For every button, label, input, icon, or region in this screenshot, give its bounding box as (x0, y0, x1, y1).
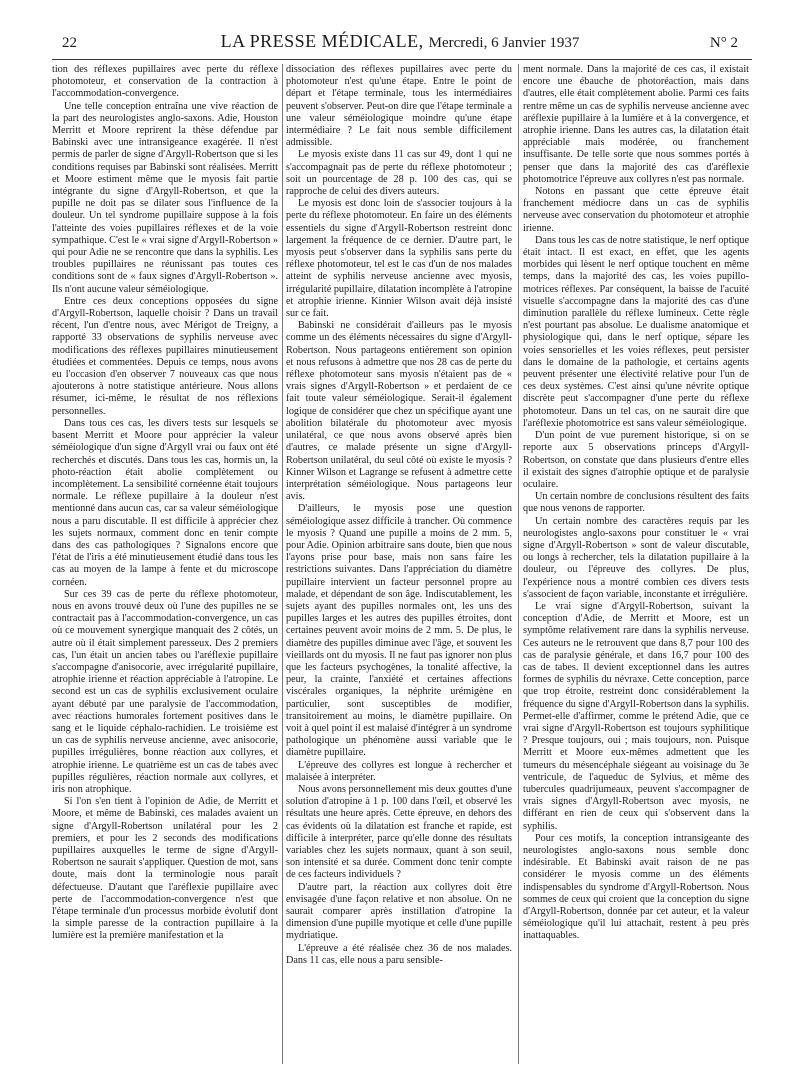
paragraph: D'un point de vue purement historique, si on se reporte aux 5 observations princeps d'Argyll-Robertson, on constate que dans plusieurs d'entre elles il existait des signes d'atrophie optique et de paralysie oculaire. (523, 430, 749, 490)
paragraph: D'autre part, la réaction aux collyres doit être envisagée d'une façon relative et non absolue. On ne saurait comparer après instillation d'atropine la dimension d'une pupille myotique et celle d'une pupille mydriatique. (286, 881, 512, 942)
paragraph: Babinski ne considérait d'ailleurs pas le myosis comme un des éléments nécessaires du signe d'Argyll-Robertson. Nous partageons entièrement son opinion et nous refusons à admettre que nos 28 cas de perte du réflexe photomoteur sans myosis n'étaient pas de « vrais signes d'Argyll-Robertson » et perdaient de ce fait toute valeur séméiologique. Serait-il également logique de considérer que chez un spécifique ayant une abolition bilatérale du photomoteur avec myosis unilatéral, ce que nous avons observé après bien d'autres, ce malade présente un signe d'Argyll-Robertson unilatéral, du seul côté où existe le myosis ? Kinner Wilson et Lagrange se refusent à admettre cette interprétation séméiologique. Nous partageons leur avis. (286, 320, 512, 503)
paragraph: Une telle conception entraîna une vive réaction de la part des neurologistes anglo-saxons. Adie, Houston Merritt et Moore reprirent la thèse défendue par Babinski avec une intransigeance exagérée. Il n'est permis de parler de signe d'Argyll-Robertson que si les conditions requises par Babinski sont réalisées. Merritt et Moore estiment même que le myosis fait partie intégrante du signe d'Argyll-Robertson, et que la pupille ne doit pas se dilater sous l'influence de la douleur. Un tel syndrome pupillaire suppose à la fois l'atteinte des voies pupillaires réflexes et de la voie sympathique. C'est le « vrai signe d'Argyll-Robertson » qui pour Adie ne se rencontre que dans la syphilis. Les troubles pupillaires ne réunissant pas toutes ces conditions sont de « faux signes d'Argyll-Robertson ». Ils n'ont aucune valeur séméiologique. (52, 100, 278, 295)
paragraph: dissociation des réflexes pupillaires avec perte du photomoteur n'est qu'une étape. Entre le point de départ et l'étape terminale, tous les intermédiaires peuvent s'observer. Peut-on dire que l'étape terminale a une valeur séméiologique moindre qu'une étape intermédiaire ? Le fait nous semble difficilement admissible. (286, 64, 512, 149)
column-divider (282, 64, 283, 1064)
page-number: 22 (62, 35, 77, 51)
paragraph: L'épreuve des collyres est longue à rechercher et malaisée à interpréter. (286, 759, 512, 783)
column-2 (286, 64, 512, 1074)
paragraph: L'épreuve a été réalisée chez 36 de nos malades. Dans 11 cas, elle nous a paru sensible- (286, 942, 512, 966)
paragraph: Nous avons personnellement mis deux gouttes d'une solution d'atropine à 1 p. 100 dans l'œil, et observé les résultats une heure après. Cette épreuve, en dehors des cas évidents où la dilatation est franche et rapide, est difficile à interpréter, parce qu'elle donne des résultats variables chez les sujets normaux, quant à son seuil, son intensité et sa durée. Comment donc tenir compte de ces facteurs individuels ? (286, 783, 512, 881)
issue-number: N° 2 (709, 35, 738, 51)
paragraph: Dans tous les cas de notre statistique, le nerf optique était intact. Il est exact, en effet, que les agents morbides qui lèsent le nerf optique touchent en même temps, dans la majorité des cas, les voies pupillo-motrices réflexes. Par conséquent, la baisse de l'acuité visuelle s'accompagne dans la majorité des cas d'une diminution parallèle du réflexe lumineux. Cette règle n'est pourtant pas absolue. Le dualisme anatomique et physiologique qui, dans le nerf optique, sépare les voies sensorielles et les voies réflexes, peut persister dans le domaine de la pathologie, et certains agents peuvent présenter une électivité relative pour l'un de ces deux systèmes. C'est ainsi qu'une névrite optique discrète peut s'accompagner d'une perte du réflexe photomoteur. Dans un tel cas, on ne saurait dire que l'aréflexie photomotrice est sans valeur séméiologique. (523, 234, 749, 429)
paragraph: Entre ces deux conceptions opposées du signe d'Argyll-Robertson, laquelle choisir ? Dans un travail récent, l'un d'entre nous, avec Mérigot de Treigny, a rapporté 33 observations de syphilis nerveuse avec modifications des réflexes pupillaires minutieusement étudiées et commentées. Depuis ce temps, nous avons eu l'occasion d'en observer 7 nouveaux cas que nous ajouterons à notre statistique antérieure. Nous allons résumer, ici-même, le résultat de nos réflexions personnelles. (52, 295, 278, 417)
issue-date: Mercredi, 6 Janvier 1937 (428, 35, 580, 51)
journal-title: LA PRESSE MÉDICALE, (220, 31, 424, 51)
paragraph: Le myosis est donc loin de s'associer toujours à la perte du réflexe photomoteur. En faire un des éléments essentiels du signe d'Argyll-Robertson restreint donc largement la fréquence de ce dernier. D'autre part, le myosis peut s'observer dans la syphilis sans perte du réflexe photomoteur, tel est le cas d'un de nos malades atteint de syphilis nerveuse ancienne avec myosis, irrégularité pupillaire, dilatation incomplète à l'atropine et atrophie irienne. Kinnier Wilson avait déjà insisté sur ce fait. (286, 198, 512, 320)
paragraph: Dans tous ces cas, les divers tests sur lesquels se basent Merritt et Moore pour apprécier la valeur séméiologique d'un signe d'Argyll vrai ou faux ont été recherchés et discutés. Dans tous les cas, hormis un, la photo-réaction était abolie complètement ou incomplètement. La sensibilité cornéenne était toujours normale. Le réflexe pupillaire à la douleur n'est mentionné dans aucun cas, car sa valeur séméiologique nous a paru discutable. Il est difficile à apprécier chez les sujets normaux, comment donc en tenir compte dans des cas pathologiques ? Signalons encore que l'état de l'iris a été minutieusement étudié dans tous les cas au moyen de la lampe à fente et du microscope cornéen. (52, 417, 278, 588)
paragraph: Le myosis existe dans 11 cas sur 49, dont 1 qui ne s'accompagnait pas de perte du réflexe photomoteur ; soit un pourcentage de 28 p. 100 des cas, qui se rapproche de celui des divers auteurs. (286, 149, 512, 198)
paragraph: Un certain nombre de conclusions résultent des faits que nous venons de rapporter. (523, 491, 749, 515)
page-header (62, 31, 738, 57)
paragraph: Sur ces 39 cas de perte du réflexe photomoteur, nous en avons trouvé deux où l'une des pupilles ne se contractait pas à l'accommodation-convergence, un cas où ce mouvement synergique manquait des 2 côtés, un autre où il était simplement paresseux. Des 2 premiers cas, l'un était un ancien tabes ou l'aréflexie pupillaire s'accompagne d'anisocorie, avec irrégularité pupillaire, atrophie irienne et réaction appréciable à l'atropine. Le second est un cas de syphilis exclusivement oculaire ayant débuté par une paralysie de l'accommodation, avec réactions humorales fortement positives dans le sang et le liquide céphalo-rachidien. Le troisième est un cas de syphilis nerveuse ancienne, avec anisocorie, pupilles irrégulières, bonne réaction aux collyres, et atrophie irienne. Le quatrième est un cas de tabes avec pupilles régulières, réaction normale aux collyres, et iris non atrophique. (52, 588, 278, 795)
paragraph: tion des réflexes pupillaires avec perte du réflexe photomoteur, et conservation de la contraction à l'accommodation-convergence. (52, 64, 278, 100)
header-rule (52, 59, 752, 60)
journal-title-line (62, 31, 738, 52)
paragraph: Le vrai signe d'Argyll-Robertson, suivant la conception d'Adie, de Merritt et Moore, est un symptôme relativement rare dans la syphilis nerveuse. Ces auteurs ne le retrouvent que dans 8,7 pour 100 des cas de paralysie générale, et dans 16,7 pour 100 des cas de tabes. Il devient exceptionnel dans les autres formes de syphilis du névraxe. Cette conception, parce que trop étroite, restreint donc considérablement la fréquence du signe d'Argyll-Robertson dans la syphilis. Permet-elle d'affirmer, comme le prétend Adie, que ce vrai signe d'Argyll-Robertson est toujours syphilitique ? Presque toujours, oui ; mais toujours, non. Puisque Merritt et Moore eux-mêmes admettent que les tumeurs du mésencéphale siégeant au voisinage du 3e ventricule, de l'aqueduc de Sylvius, et même des tubercules quadrijumeaux, peuvent s'accompagner de vrais signes d'Argyll-Robertson avec myosis, ne différant en rien de ceux qui s'observent dans la syphilis. (523, 600, 749, 832)
column-divider (518, 64, 519, 1064)
paragraph: ment normale. Dans la majorité de ces cas, il existait encore une ébauche de photoréaction, mais dans d'autres, elle était complètement abolie. Parmi ces faits rentre même un cas de syphilis nerveuse ancienne avec aréflexie pupillaire à la lumière et à la convergence, et atrophie irienne. Dans les autres cas, la dilatation était appréciable mais modérée, ou franchement insuffisante. De telle sorte que nous sommes portés à penser que dans la majorité des cas d'aréflexie photomotrice l'épreuve aux collyres n'est pas normale. (523, 64, 749, 185)
paragraph: Un certain nombre des caractères requis par les neurologistes anglo-saxons pour constituer le « vrai signe d'Argyll-Robertson » sont de valeur discutable, ou longs à rechercher, tels la dilatation pupillaire à la douleur, ou l'épreuve des collyres. De plus, l'expérience nous a montré combien ces divers tests s'associent de façon variable, inconstante et irrégulière. (523, 515, 749, 600)
paragraph: D'ailleurs, le myosis pose une question séméiologique assez difficile à trancher. Où commence le myosis ? Quand une pupille a moins de 2 mm. 5, pour Adie. Opinion arbitraire sans doute, bien que nous l'ayons prise pour base, mais non sans faire les restrictions suivantes. Dans l'appréciation du diamètre pupillaire intervient un facteur personnel propre au malade, et dépendant de son âge. Indiscutablement, les sujets ayant des pupilles normales ont, les uns des pupilles larges et les autres des pupilles étroites, dont certaines peuvent avoir moins de 2 mm. 5. De plus, le diamètre des pupilles diminue avec l'âge, et souvent les vieillards ont du myosis. Il ne faut pas ignorer non plus que les facteurs psychogènes, la tonalité affective, la peur, la crainte, l'anxiété et certaines affections viscérales organiques, la néphrite urémigène en particulier, sont susceptibles de modifier, transitoirement au moins, le diamètre pupillaire. On voit à quel point il est malaisé d'intégrer à un syndrome pathologique un phénomène aussi variable que le diamètre pupillaire. (286, 503, 512, 759)
paragraph: Si l'on s'en tient à l'opinion de Adie, de Merritt et Moore, et même de Babinski, ces malades avaient un signe d'Argyll-Robertson unilatéral pour les 2 premiers, et pour les 2 seconds des modifications pupillaires auxquelles le terme de signe d'Argyll-Robertson ne saurait s'appliquer. Question de mot, sans doute, mais dont la terminologie nous paraît défectueuse. D'autant que l'aréflexie pupillaire avec perte de l'accommodation-convergence n'est que l'étape terminale d'un processus morbide évolutif dont la simple paresse de la contraction pupillaire à la lumière est la première manifestation et la (52, 796, 278, 942)
column-1 (52, 64, 278, 1074)
column-3 (523, 64, 749, 1074)
paragraph: Notons en passant que cette épreuve était franchement médiocre dans un cas de syphilis nerveuse avec conservation du photomoteur et atrophie irienne. (523, 186, 749, 234)
paragraph: Pour ces motifs, la conception intransigeante des neurologistes anglo-saxons nous semble donc indésirable. Et Babinski avait raison de ne pas considérer le myosis comme un des éléments indispensables du syndrome d'Argyll-Robertson. Nous sommes de ceux qui croient que la conception du signe d'Argyll-Robertson, donnée par cet auteur, et la valeur séméiologique qu'il lui attachait, restent à peu près inattaquables. (523, 832, 749, 942)
